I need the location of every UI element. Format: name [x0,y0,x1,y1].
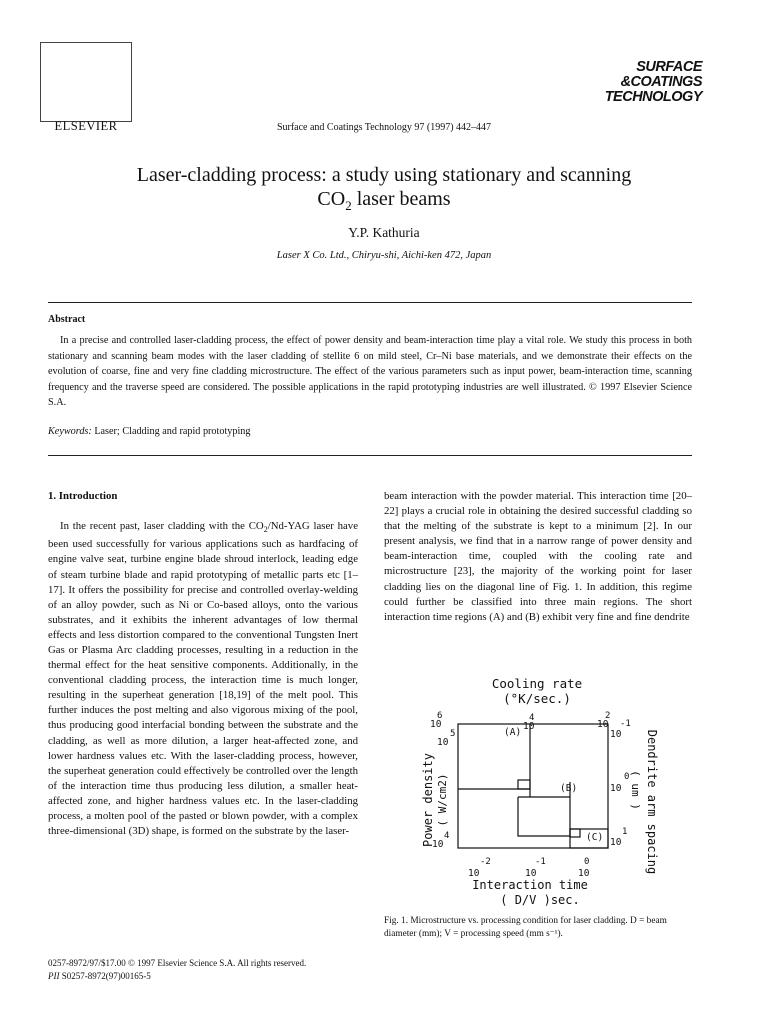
bottom-label-line-1: Interaction time [472,878,588,892]
top-tick-exp: 4 [529,713,535,723]
bottom-tick-base: 10 [525,868,537,879]
pii-label: PII [48,971,60,981]
footer [48,957,378,983]
keywords-value: Laser; Cladding and rapid prototyping [94,426,251,437]
title-subscript: 2 [345,198,352,213]
intro-text-a: In the recent past, laser cladding with the CO [60,520,264,533]
top-tick-base: 10 [597,719,609,730]
left-label-line-1: Power density [421,753,435,847]
copyright-line: 0257-8972/97/$17.00 © 1997 Elsevier Science S.A. All rights reserved. [48,958,307,968]
right-tick-exp: -1 [620,719,631,729]
bottom-tick-exp: 0 [584,857,590,867]
region-label-b: (B) [560,783,578,794]
figure-top-label [492,676,582,706]
bottom-tick-base: 10 [468,868,480,879]
right-label-line-2: ( um ) [629,770,642,810]
publisher-name: ELSEVIER [54,119,118,133]
intro-subscript: 2 [263,525,268,535]
col2-paragraph: beam interaction with the powder material. This interaction time [20–22] plays a crucial role in obtaining the desired successful cladding so that the melting of the substrate is kept to a minimum [2]. In our present analysis, we find that in a narrow range of power density and beam-interaction time, coupled with the cooling rate and microstructure [23], the majority of the working point for laser cladding lies on the diagonal line of Fig. 1. In addition, this regime could further be classified into three main regions. The short interaction time regions (A) and (B) exhibit very fine and fine dendrite [384,490,692,623]
bottom-label-line-2: ( D/V )sec. [500,893,580,907]
publisher-logo-image [40,42,132,122]
bottom-ticks [468,857,590,879]
bottom-tick-base: 10 [578,868,590,879]
journal-citation: Surface and Coatings Technology 97 (1997) 442–447 [276,122,492,133]
section-heading: 1. Introduction [48,490,118,502]
title-co: CO [317,188,346,210]
author: Y.P. Kathuria [348,225,420,240]
abstract-body: In a precise and controlled laser-cladding process, the effect of power density and beam-interaction time play a vital role. We study this process in both stationary and scanning beam modes with the laser cladding of stellite 6 on mild steel, Cr–Ni base materials, and we demonstrate their effects on the evolution of coarse, fine and very fine cladding microstructure. The effect of the various parameters such as input power, beam-interaction time, scanning frequency and the traverse speed are considered. The possible applications in the rapid prototyping industries are well illustrated. © 1997 Elsevier Science S.A. [48,335,692,409]
region-label-a: (A) [504,727,522,738]
title-suffix: laser beams [351,188,451,210]
right-tick-base: 10 [610,729,622,740]
top-tick-exp: 2 [605,711,611,721]
bottom-tick-exp: -2 [480,857,491,867]
left-tick-exp: 4 [444,831,450,841]
journal-logo-line-2: &COATINGS [620,74,702,90]
left-label-line-2: ( W/cm2) [436,773,449,827]
pii-code: S0257-8972(97)00165-5 [61,971,151,981]
top-label-line-1: Cooling rate [491,676,583,691]
journal-logo-line-3: TECHNOLOGY [604,89,702,105]
title-line-1: Laser-cladding process: a study using stationary and scanning [136,164,632,186]
bottom-tick-exp: -1 [535,857,546,867]
title-line-2 [60,187,708,218]
region-label-c: (C) [586,832,604,843]
left-tick-base: 10 [437,737,449,748]
column-right [384,489,692,625]
top-tick-base: 10 [523,721,535,732]
bottom-axis-label [472,878,588,907]
top-tick-base: 10 [430,719,442,730]
intro-text-b: /Nd-YAG laser have been used successfully for various applications such as hardfacing of engine valve seat, turbine engine blade shroud interlock, leading edge of steam turbine blade and rapid prototyping of metallic parts etc [1–17]. It offers the possibility for precise and controlled overlay-welding of an alloy powder, such as Ni or Co-based alloys, onto the various substrates, and it exhibits the inherent advantages of low thermal effects and less distortion compared to the conventional Tungsten Inert Gas or Plasma Arc cladding processes, resulting in a reduction in the thermal effect for the heat sensitive components. Additionally, in the conventional cladding process, the interaction time is much longer, resulting in the superheat generation [18,19] of the melt pool. This further induces the post melting and also vigorous mixing of the pool, thus producing good interfacial bonding between the substrate and the cladding, as well as more dilution, a larger heat-affected zone, and lower hardness values etc. With the laser-cladding process, however, the superheat generation could effectively be controlled over the length of the interaction time thus producing less dilution, a smaller heat-affected zone, and higher hardness values etc. In the laser-cladding process, a molten pool of the pasted or blown powder, with a complex three-dimensional (3D) shape, is formed on the substrate by the laser- [48,520,358,838]
top-label-line-2: (°K/sec.) [503,691,571,706]
figure-1 [410,672,670,912]
left-tick-base: 10 [432,839,444,850]
right-tick-exp: 0 [624,772,630,782]
column-left [48,489,358,839]
right-label-line-1: Dendrite arm spacing [645,729,659,875]
figure-caption: Fig. 1. Microstructure vs. processing condition for laser cladding. D = beam diameter (mm); V = processing speed (mm s⁻¹). [384,916,667,939]
intro-paragraph [48,519,358,839]
plot-frame [458,724,608,848]
keywords [48,426,692,437]
right-tick-base: 10 [610,837,622,848]
region-labels [504,727,603,843]
region-c-notch [570,829,580,837]
right-tick-exp: 1 [622,827,628,837]
journal-logo-line-1: SURFACE [636,59,702,75]
abstract-heading: Abstract [48,314,86,325]
abstract-text [48,333,692,411]
rule-bottom [48,455,692,456]
left-tick-exp: 5 [450,729,456,739]
keywords-label: Keywords: [48,426,92,437]
article-title [60,163,708,218]
right-tick-base: 10 [610,783,622,794]
top-tick-exp: 6 [437,711,443,721]
right-ticks [610,719,631,848]
right-axis-label [629,730,659,875]
region-a-notch [518,780,530,789]
pii-line [48,970,378,983]
affiliation: Laser X Co. Ltd., Chiryu-shi, Aichi-ken 472, Japan [276,250,492,261]
journal-logo [592,60,702,105]
rule-top [48,302,692,303]
